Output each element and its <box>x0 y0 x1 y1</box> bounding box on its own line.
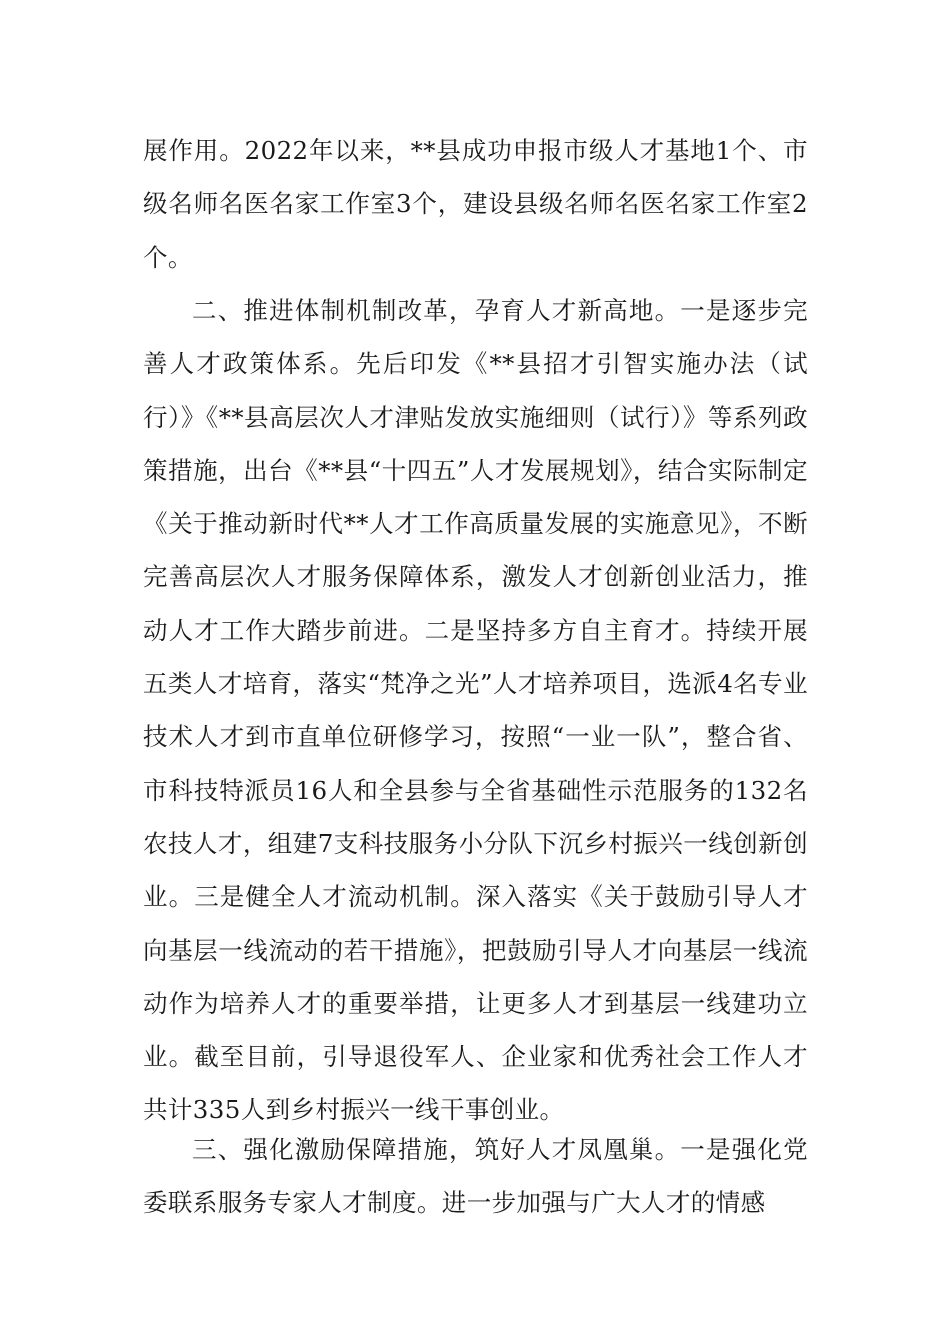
paragraph-text-1: 展作用。2022年以来，**县成功申报市级人才基地1个、市级名师名医名家工作室3个，建设县级名师名医名家工作室2个。 <box>143 136 808 272</box>
paragraph-text-3: 三、强化激励保障措施，筑好人才凤凰巢。一是强化党委联系服务专家人才制度。进一步加强与广大人才的情感 <box>143 1135 808 1218</box>
paragraph-continuation <box>143 124 808 284</box>
paragraph-section-two <box>143 284 808 1137</box>
paragraph-section-three <box>143 1123 808 1230</box>
paragraph-text-2: 二、推进体制机制改革，孕育人才新高地。一是逐步完善人才政策体系。先后印发《**县招才引智实施办法（试行）》《**县高层次人才津贴发放实施细则（试行）》等系列政策措施，出台《**县“十四五”人才发展规划》，结合实际制定《关于推动新时代**人才工作高质量发展的实施意见》，不断完善高层次人才服务保障体系，激发人才创新创业活力，推动人才工作大踏步前进。二是坚持多方自主育才。持续开展五类人才培育，落实“梵净之光”人才培养项目，选派4名专业技术人才到市直单位研修学习，按照“一业一队”，整合省、市科技特派员16人和全县参与全省基础性示范服务的132名农技人才，组建7支科技服务小分队下沉乡村振兴一线创新创业。三是健全人才流动机制。深入落实《关于鼓励引导人才向基层一线流动的若干措施》，把鼓励引导人才向基层一线流动作为培养人才的重要举措，让更多人才到基层一线建功立业。截至目前，引导退役军人、企业家和优秀社会工作人才共计335人到乡村振兴一线干事创业。 <box>143 296 808 1125</box>
